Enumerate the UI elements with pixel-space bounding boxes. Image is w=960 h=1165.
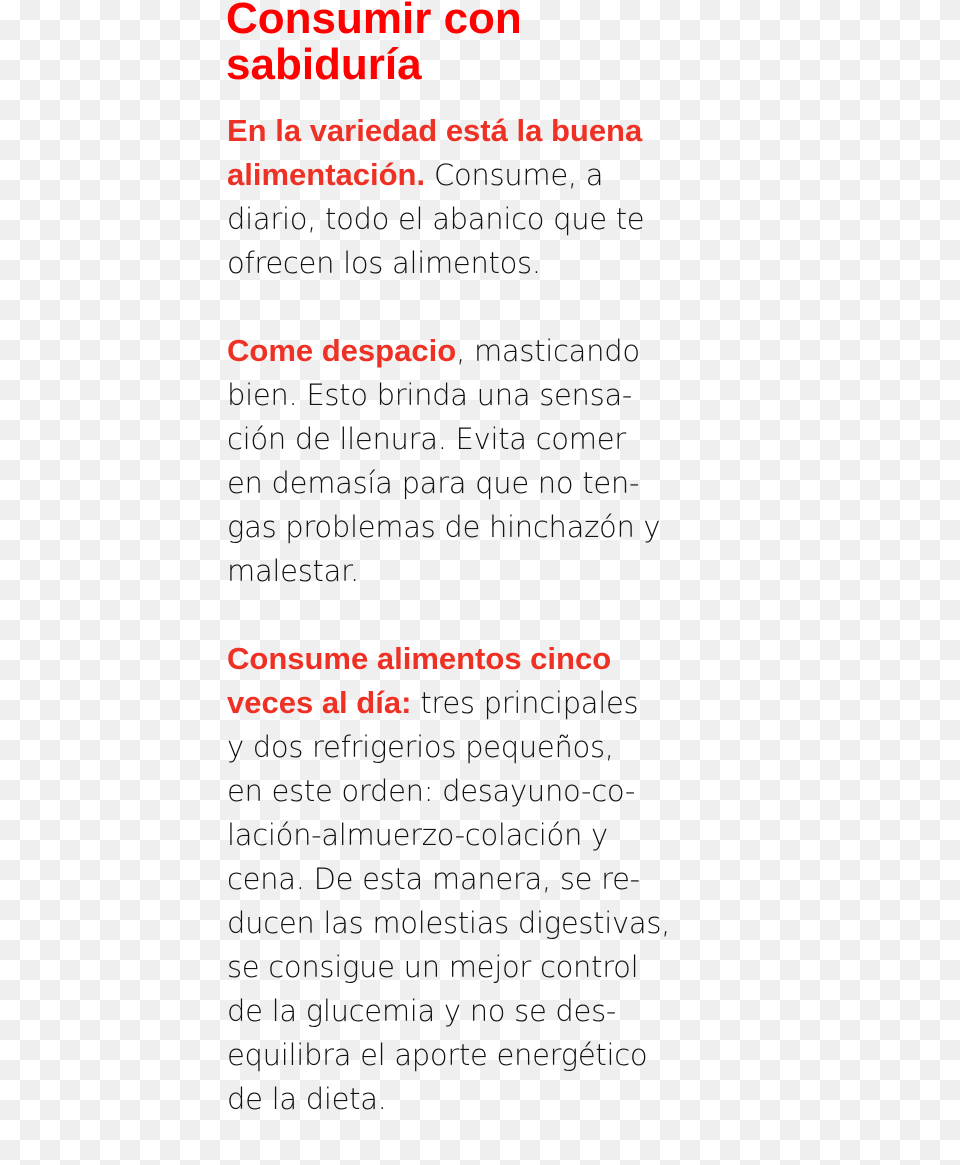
body-text: en demasía para que no ten- [227,466,640,500]
text-line [227,109,767,153]
body-text: ción de llenura. Evita comer [227,422,626,456]
text-line [227,769,767,813]
text-line [227,725,767,769]
paragraph [227,329,767,593]
text-line [227,813,767,857]
text-line [227,1077,767,1121]
highlighted-text: veces al día: [227,685,412,720]
body-text: cena. De esta manera, se re- [227,862,640,896]
text-line [227,637,767,681]
body-text: bien. Esto brinda una sensa- [227,378,633,412]
text-line [227,681,767,725]
body-text: ducen las molestias digestivas, [227,906,671,940]
body-text: diario, todo el abanico que te [227,202,645,236]
text-line [227,1033,767,1077]
highlighted-text: Consume alimentos cinco [227,641,612,676]
text-line [227,197,767,241]
highlighted-text: Come despacio [227,333,457,368]
text-line [227,241,767,285]
text-line [227,329,767,373]
paragraph [227,637,767,1121]
body-text: lación-almuerzo-colación y [227,818,608,852]
text-line [227,461,767,505]
body-text: , masticando [456,334,640,368]
body-text: ofrecen los alimentos. [227,246,541,280]
paragraph [227,109,767,285]
title-line: Consumir con [226,0,522,43]
text-line [227,549,767,593]
text-line [227,373,767,417]
body-text: tres principales [411,686,639,720]
highlighted-text: alimentación. [227,157,426,192]
text-line [227,945,767,989]
title-line: sabiduría [226,40,422,89]
text-line [227,505,767,549]
text-line [227,153,767,197]
body-text: de la glucemia y no se des- [227,994,617,1028]
highlighted-text: En la variedad está la buena [227,113,643,148]
body-text: y dos refrigerios pequeños, [227,730,614,764]
body-text: en este orden: desayuno-co- [227,774,635,808]
body-text: se consigue un mejor control [227,950,639,984]
body-text: gas problemas de hinchazón y [227,510,661,544]
text-line [227,901,767,945]
body-text: equilibra el aporte energético [227,1038,648,1072]
article-body [227,109,767,1165]
text-line [227,989,767,1033]
text-line [227,417,767,461]
body-text: Consume, a [425,158,604,192]
body-text: malestar. [227,554,359,588]
text-line [227,857,767,901]
page-title [226,0,522,88]
body-text: de la dieta. [227,1082,387,1116]
